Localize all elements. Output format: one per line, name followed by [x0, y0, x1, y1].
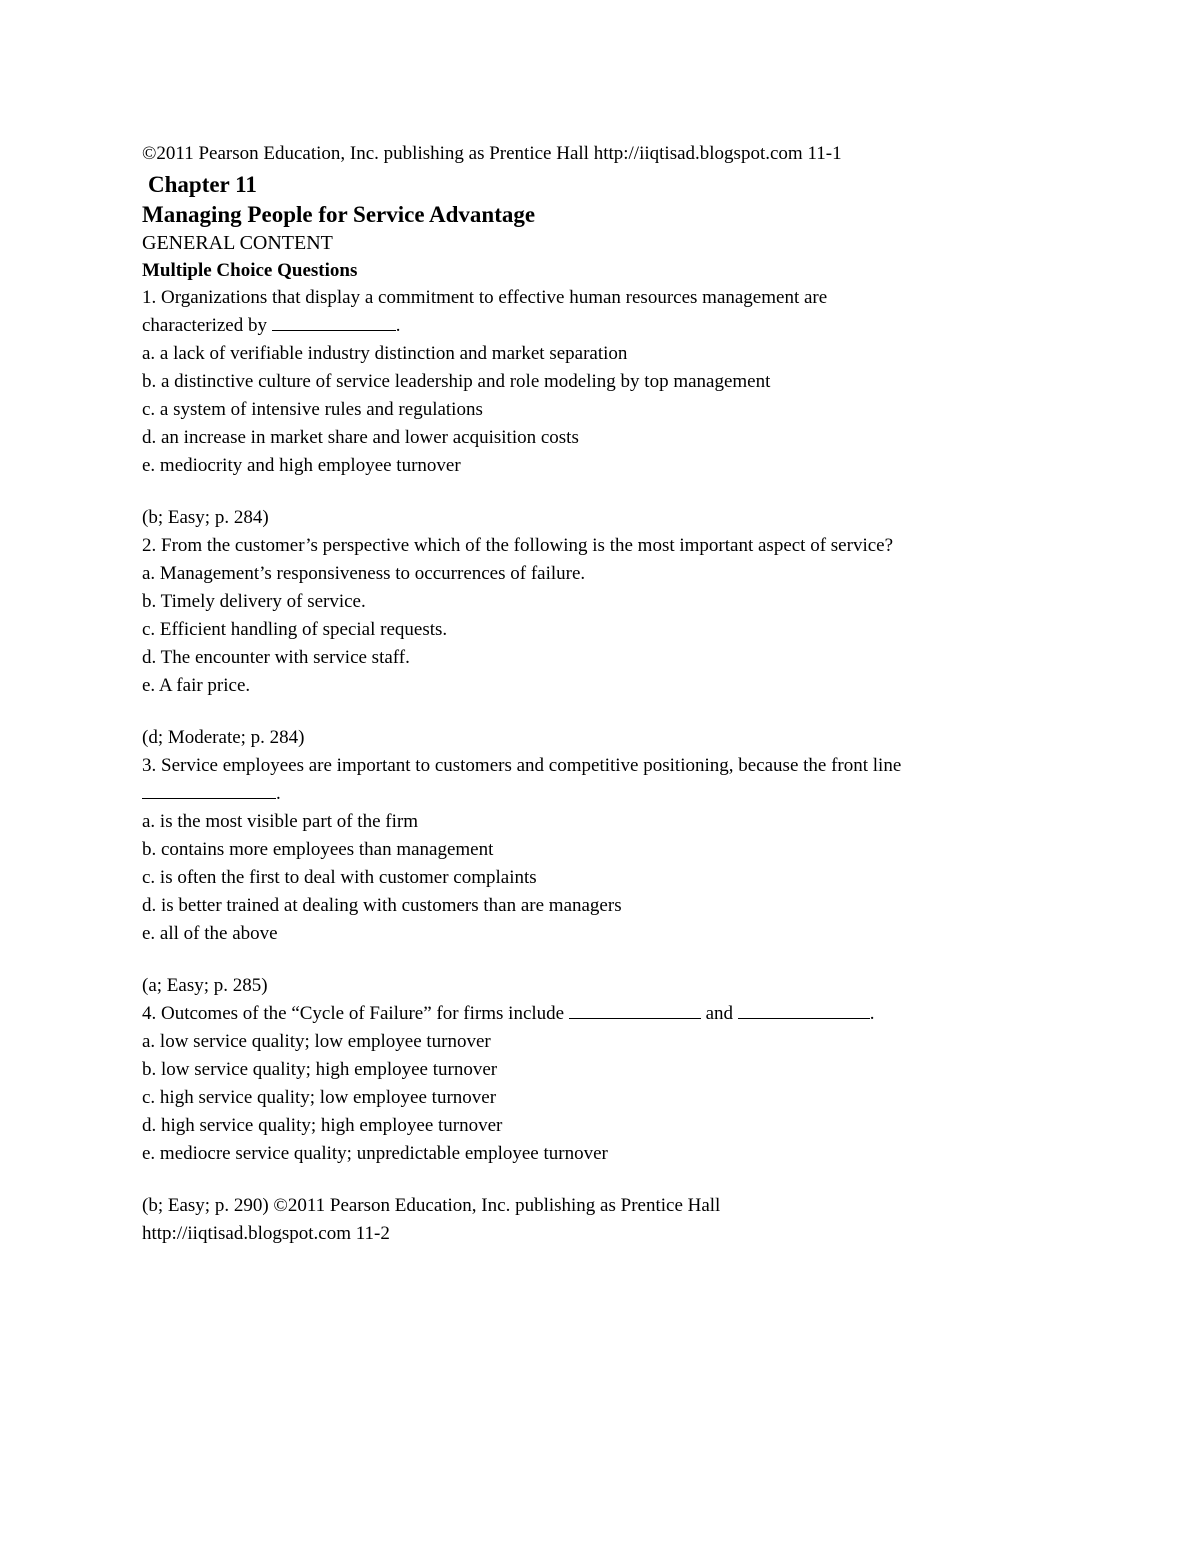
answer-key: (b; Easy; p. 284): [142, 507, 269, 528]
option-a: a. Management’s responsiveness to occurrences of failure.: [142, 563, 586, 584]
option-d: d. high service quality; high employee turnover: [142, 1115, 503, 1136]
question-1-prompt-suffix: .: [395, 315, 401, 336]
question-3-prompt-suffix: .: [276, 783, 281, 804]
option-c: c. a system of intensive rules and regulations: [142, 399, 483, 420]
answer-key: (a; Easy; p. 285): [142, 975, 268, 996]
answer-blank: [569, 1000, 701, 1019]
option-d: d. an increase in market share and lower acquisition costs: [142, 427, 579, 448]
option-c: c. is often the first to deal with customer complaints: [142, 867, 537, 888]
option-e: e. mediocrity and high employee turnover: [142, 455, 461, 476]
option-b: b. Timely delivery of service.: [142, 591, 366, 612]
copyright-header: ©2011 Pearson Education, Inc. publishing as Prentice Hall http://iiqtisad.blogspot.com 11-1: [142, 143, 842, 164]
document-page: [142, 140, 1102, 1248]
question-3-prompt: 3. Service employees are important to customers and competitive positioning, because the front line: [142, 755, 902, 776]
option-a: a. is the most visible part of the firm: [142, 811, 418, 832]
question-3-prompt-cont: [142, 780, 1102, 808]
subsection-heading: Multiple Choice Questions: [142, 260, 358, 281]
option-a: a. low service quality; low employee turnover: [142, 1031, 491, 1052]
chapter-title: Managing People for Service Advantage: [142, 202, 536, 227]
question-1: [142, 284, 1102, 532]
question-4: [142, 1000, 1102, 1220]
answer-blank: [738, 1000, 870, 1019]
option-b: b. contains more employees than management: [142, 839, 494, 860]
option-c: c. Efficient handling of special requests.: [142, 619, 448, 640]
question-4-prompt: [142, 1000, 1102, 1028]
option-e: e. A fair price.: [142, 675, 251, 696]
option-d: d. The encounter with service staff.: [142, 647, 410, 668]
question-2: [142, 532, 1102, 752]
question-4-prompt-suffix: .: [869, 1003, 875, 1024]
option-e: e. mediocre service quality; unpredictable employee turnover: [142, 1143, 608, 1164]
question-1-prompt-prefix: characterized by: [142, 315, 272, 336]
section-heading: GENERAL CONTENT: [142, 232, 333, 254]
question-1-prompt: 1. Organizations that display a commitment to effective human resources management are: [142, 287, 828, 308]
question-4-prompt-prefix: 4. Outcomes of the “Cycle of Failure” for firms include: [142, 1003, 569, 1024]
answer-key: (d; Moderate; p. 284): [142, 727, 305, 748]
option-b: b. low service quality; high employee turnover: [142, 1059, 498, 1080]
chapter-heading: Chapter 11: [148, 172, 257, 197]
question-4-prompt-middle: and: [700, 1003, 738, 1024]
question-3: [142, 752, 1102, 1000]
option-e: e. all of the above: [142, 923, 278, 944]
answer-blank: [272, 312, 396, 331]
answer-blank: [142, 780, 276, 799]
option-d: d. is better trained at dealing with customers than are managers: [142, 895, 622, 916]
answer-key: (b; Easy; p. 290) ©2011 Pearson Education, Inc. publishing as Prentice Hall: [142, 1195, 721, 1216]
question-1-prompt-cont: [142, 312, 1102, 340]
option-b: b. a distinctive culture of service leadership and role modeling by top management: [142, 371, 771, 392]
option-a: a. a lack of verifiable industry distinction and market separation: [142, 343, 628, 364]
option-c: c. high service quality; low employee turnover: [142, 1087, 497, 1108]
footer-url: http://iiqtisad.blogspot.com 11-2: [142, 1223, 390, 1244]
question-2-prompt: 2. From the customer’s perspective which of the following is the most important aspect of service?: [142, 535, 894, 556]
